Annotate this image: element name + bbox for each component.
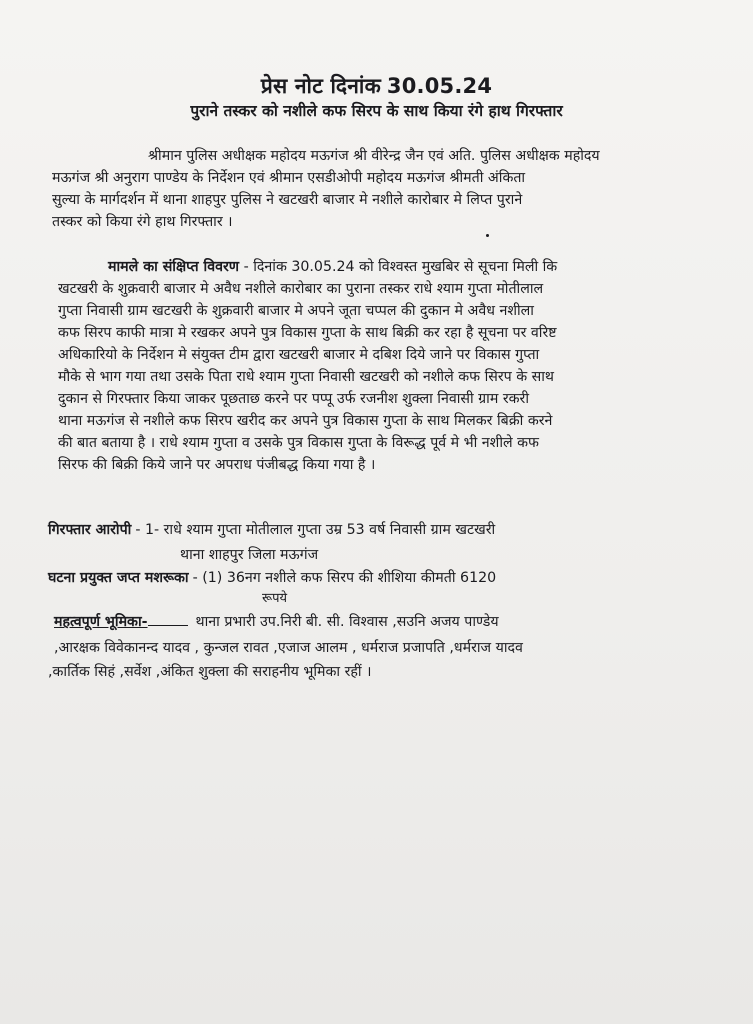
- case-summary-paragraph: [58, 256, 557, 476]
- roles-row: [54, 612, 499, 631]
- summary-line: कफ सिरप काफी मात्रा मे रखकर अपने पुत्र विकास गुप्ता के साथ बिक्री कर रहा है सूचना पर वरिष्ट: [58, 325, 557, 341]
- press-note-title: [0, 72, 753, 100]
- summary-line: की बात बताया है । राधे श्याम गुप्ता व उसके पुत्र विकास गुप्ता के विरूद्ध पूर्व मे भी नशीले कफ: [58, 435, 539, 451]
- summary-heading: मामले का संक्षिप्त विवरण: [108, 259, 240, 275]
- intro-line: सुल्या के मार्गदर्शन में थाना शाहपुर पुलिस ने खटखरी बाजार मे नशीले कारोबार मे लिप्त पुराने: [52, 192, 523, 208]
- roles-label: महत्वपूर्ण भूमिका-: [54, 614, 148, 630]
- seizure-currency: रूपये: [262, 591, 288, 606]
- intro-line: तस्कर को किया रंगे हाथ गिरफ्तार ।: [52, 214, 233, 230]
- accused-label: गिरफ्तार आरोपी: [48, 522, 132, 538]
- intro-line: श्रीमान पुलिस अधीक्षक महोदय मऊगंज श्री वीरेन्द्र जैन एवं अति. पुलिस अधीक्षक महोदय: [148, 148, 600, 164]
- title-date: 30.05.24: [386, 74, 493, 98]
- seizure-detail: - (1) 36नग नशीले कफ सिरप की शीशिया कीमती 6120: [192, 570, 497, 586]
- accused-detail: - 1- राधे श्याम गुप्ता मोतीलाल गुप्ता उम्र 53 वर्ष निवासी ग्राम खटखरी: [135, 522, 496, 538]
- roles-line-1: थाना प्रभारी उप.निरी बी. सी. विश्वास ,सउनि अजय पाण्डेय: [195, 614, 499, 630]
- title-text: प्रेस नोट दिनांक: [260, 74, 381, 98]
- underline-blank: [148, 613, 188, 626]
- seizure-label: घटना प्रयुक्त जप्त मशरूका: [48, 570, 189, 586]
- summary-line: थाना मऊगंज से नशीले कफ सिरप खरीद कर अपने पुत्र विकास गुप्ता के साथ मिलकर बिक्री करने: [58, 413, 553, 429]
- summary-first-line-text: - दिनांक 30.05.24 को विश्वस्त मुखबिर से सूचना मिली कि: [239, 259, 558, 275]
- accused-row: [48, 520, 495, 539]
- roles-line-3: ,कार्तिक सिहं ,सर्वेश ,अंकित शुक्ला की सराहनीय भूमिका रहीं ।: [48, 664, 372, 680]
- summary-line: खटखरी के शुक्रवारी बाजार मे अवैध नशीले कारोबार का पुराना तस्कर राधे श्याम गुप्ता मोतीलाल: [58, 281, 544, 297]
- headline-subtitle: पुराने तस्कर को नशीले कफ सिरप के साथ किया रंगे हाथ गिरफ्तार: [190, 102, 563, 120]
- accused-address: थाना शाहपुर जिला मऊगंज: [180, 547, 319, 563]
- summary-line: मौके से भाग गया तथा उसके पिता राधे श्याम गुप्ता निवासी खटखरी को नशीले कफ सिरप के साथ: [58, 369, 554, 385]
- seizure-row: [48, 568, 496, 587]
- summary-line: दुकान से गिरफ्तार किया जाकर पूछताछ करने पर पप्पू उर्फ रजनीश शुक्ला निवासी ग्राम रकरी: [58, 391, 530, 407]
- summary-line: सिरफ की बिक्री किये जाने पर अपराध पंजीबद्ध किया गया है ।: [58, 457, 376, 473]
- intro-line: मऊगंज श्री अनुराग पाण्डेय के निर्देशन एवं श्रीमान एसडीओपी महोदय मऊगंज श्रीमती अंकिता: [52, 170, 526, 186]
- summary-first-line: [58, 256, 557, 278]
- summary-line: अधिकारियो के निर्देशन मे संयुक्त टीम द्वारा खटखरी बाजार मे दबिश दिये जाने पर विकास गुप्ता: [58, 347, 540, 363]
- summary-line: गुप्ता निवासी ग्राम खटखरी के शुक्रवारी बाजार मे अपने जूता चप्पल की दुकान मे अवैध नशीला: [58, 303, 534, 319]
- ink-dot: [486, 234, 489, 237]
- intro-paragraph: [52, 145, 600, 233]
- roles-line-2: ,आरक्षक विवेकानन्द यादव , कुन्जल रावत ,एजाज आलम , धर्मराज प्रजापति ,धर्मराज यादव: [54, 640, 523, 656]
